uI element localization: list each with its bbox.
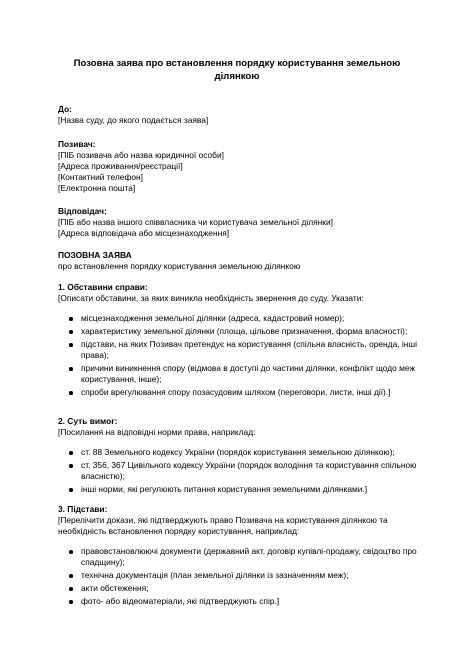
section-intro: [Посилання на відповідні норми права, наприклад: — [58, 427, 256, 437]
list-item: інші норми, які регулюють питання користування земельними ділянками.] — [58, 484, 423, 495]
section-intro: [Описати обставини, за яких виникла необхідність звернення до суду. Указати: — [58, 293, 364, 303]
court-block — [58, 104, 423, 126]
defendant-heading: Відповідач: — [58, 206, 107, 216]
section-circumstances — [58, 282, 423, 400]
plaintiff-block — [58, 139, 423, 194]
list-item: причини виникнення спору (відмова в доступі до частини ділянки, конфлікт щодо меж користування, інше); — [58, 363, 423, 385]
defendant-name: [ПІБ або назва іншого співвласника чи користувача земельної ділянки] — [58, 217, 333, 227]
section-intro: [Перелічити докази, які підтверджують право Позивача на користування ділянкою та необхідність встановлення порядку користування, наприклад: — [58, 515, 388, 536]
section-heading: 1. Обставини справи: — [58, 282, 148, 292]
list-item: фото- або відеоматеріали, які підтверджують спір.] — [58, 596, 423, 607]
defendant-address: [Адреса відповідача або місцезнаходження] — [58, 228, 230, 238]
plaintiff-heading: Позивач: — [58, 139, 96, 149]
section-heading: 3. Підстави: — [58, 504, 108, 514]
plaintiff-email: [Електронна пошта] — [58, 183, 136, 193]
defendant-block — [58, 206, 423, 239]
list-item: технічна документація (план земельної ділянки із зазначенням меж); — [58, 570, 423, 581]
list-item: ст. 88 Земельного кодексу України (порядок користування земельною ділянкою); — [58, 447, 423, 458]
section-grounds — [58, 504, 423, 609]
section-heading: 2. Суть вимог: — [58, 416, 118, 426]
court-name: [Назва суду, до якого подається заява] — [58, 115, 209, 125]
court-heading: До: — [58, 104, 72, 114]
list-item: акти обстеження; — [58, 583, 423, 594]
claim-subtitle: про встановлення порядку користування земельною ділянкою — [58, 261, 301, 271]
claim-block — [58, 250, 423, 272]
plaintiff-name: [ПІБ позивача або назва юридичної особи] — [58, 150, 224, 160]
list-item: місцезнаходження земельної ділянки (адреса, кадастровий номер); — [58, 313, 423, 324]
list-item: характеристику земельної ділянки (площа, цільове призначення, форма власності); — [58, 326, 423, 337]
grounds-list — [58, 546, 423, 607]
document-title: Позовна заява про встановлення порядку користування земельною ділянкою — [73, 58, 401, 82]
section-claims — [58, 416, 423, 497]
claim-heading: ПОЗОВНА ЗАЯВА — [58, 250, 132, 260]
list-item: правовстановлюючі документи (державний акт, договір купівлі-продажу, свідоцтво про спадщину); — [58, 546, 423, 568]
claims-list — [58, 447, 423, 495]
plaintiff-phone: [Контактний телефон] — [58, 172, 143, 182]
list-item: спроби врегулювання спору позасудовим шляхом (переговори, листи, інші дії).] — [58, 387, 423, 398]
list-item: ст. 356, 367 Цивільного кодексу України (порядок володіння та користування спільною власністю); — [58, 460, 423, 482]
circumstances-list — [58, 313, 423, 398]
list-item: підстави, на яких Позивач претендує на користування (спільна власність, оренда, інші права); — [58, 339, 423, 361]
plaintiff-address: [Адреса проживання/реєстрації] — [58, 161, 183, 171]
